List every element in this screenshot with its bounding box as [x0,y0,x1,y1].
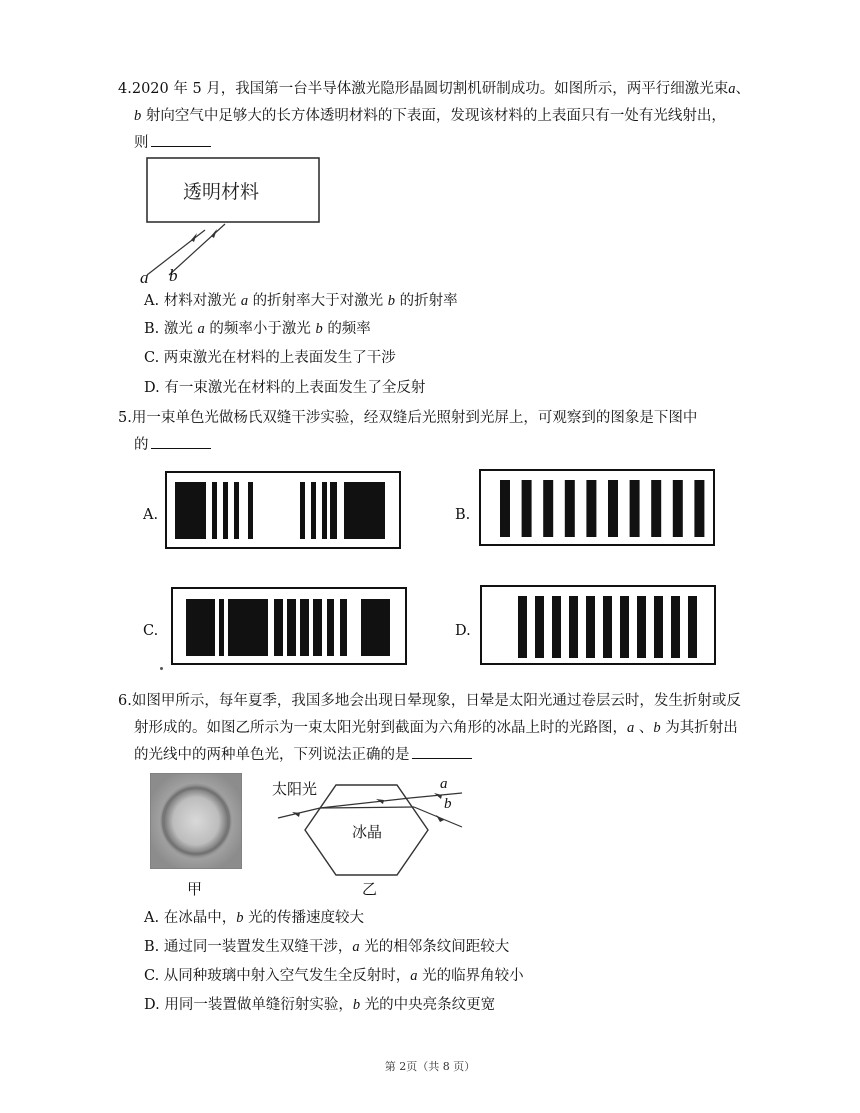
q4-box-label: 透明材料 [183,181,260,203]
fringe-bar [518,596,527,658]
q6-opt-a-pre: A. 在冰晶中， [144,910,237,926]
q4-line1-text: 2020 年 5 月，我国第一台半导体激光隐形晶圆切割机研制成功。如图所示，两平行细激光束 [131,81,729,97]
q4-var-b: b [134,108,142,124]
fringe-bar [637,596,646,658]
fig-ray-a-label: a [440,776,448,792]
sunlight-label: 太阳光 [272,780,318,798]
q6-option-d[interactable] [144,992,495,1019]
q4-figure [135,152,335,290]
q6-option-a[interactable] [144,905,364,932]
q5-option-c-label[interactable]: C. [143,623,159,639]
q5-option-a-label[interactable]: A. [143,507,159,523]
q4-line1 [118,76,750,103]
q6-line2-post: 为其折射出 [665,720,738,736]
fringe-bar [694,480,704,537]
q6-opt-b-var: a [352,939,360,955]
fringe-bar [630,480,640,537]
fringe-bar [671,596,680,658]
q5-line1 [118,405,697,432]
q6-opt-d-post: 光的中央亮条纹更宽 [364,997,496,1013]
q5-option-d-label[interactable]: D. [455,623,471,639]
q6-line1-text: 如图甲所示，每年夏季，我国多地会出现日晕现象，日晕是太阳光通过卷层云时，发生折射或反 [131,693,741,709]
fringe-bar [688,596,697,658]
halo-photo [150,773,242,869]
q6-opt-b-pre: B. 通过同一装置发生双缝干涉， [144,939,353,955]
crystal-label: 冰晶 [352,823,383,841]
fringe-pattern-d[interactable] [479,583,719,669]
q4-ray-a-label: a [140,268,149,287]
q4-option-b[interactable] [144,316,371,343]
print-speck [160,667,163,670]
q4-opt-a-v2: b [387,293,396,309]
q6-option-b[interactable] [144,934,509,961]
fringe-pattern-b[interactable] [478,464,718,548]
q4-opt-d-text: D. 有一束激光在材料的上表面发生了全反射 [144,380,426,396]
fringe-bar [620,596,629,658]
q4-ray-b-label: b [169,266,178,285]
fringe-bar [673,480,683,537]
q4-opt-b-mid: 的频率小于激光 [209,321,311,337]
fringe-bar [586,480,596,537]
fig-label-jia: 甲 [187,880,203,898]
q4-answer-blank[interactable] [151,132,211,147]
q6-line2-var-a: a [627,720,635,736]
q4-opt-a-mid: 的折射率大于对激光 [252,293,384,309]
q6-opt-a-post: 光的传播速度较大 [248,910,365,926]
q4-opt-a-pre: A. 材料对激光 [144,293,237,309]
q4-option-c[interactable] [144,345,396,372]
fig-ray-b-label: b [444,796,452,812]
q4-opt-a-v1: a [240,293,249,309]
q6-opt-d-var: b [352,997,361,1013]
fringe-bar [586,596,595,658]
fringe-bar [552,596,561,658]
q4-opt-b-v1: a [197,321,205,337]
q6-opt-b-post: 光的相邻条纹间距较大 [364,939,510,955]
q4-opt-c-text: C. 两束激光在材料的上表面发生了干涉 [144,350,396,366]
q4-var-a: a [728,81,736,97]
fringe-bar [500,480,510,537]
q4-line3-text: 则 [134,135,149,151]
q4-opt-b-pre: B. 激光 [144,321,193,337]
fringe-pattern-c[interactable] [170,586,410,668]
q4-opt-a-post: 的折射率 [399,293,458,309]
q6-opt-c-pre: C. 从同种玻璃中射入空气发生全反射时， [144,968,411,984]
page-footer: 第 2页（共 8 页） [384,1060,476,1073]
q6-opt-c-post: 光的临界角较小 [422,968,524,984]
fringe-bar [543,480,553,537]
q6-number: 6. [118,693,132,709]
fringe-bar [569,596,578,658]
q6-line2-sep: 、 [638,720,654,736]
q5-answer-blank[interactable] [151,434,211,449]
q4-option-a[interactable] [144,288,458,315]
q6-line2 [134,715,738,742]
q5-line1-text: 用一束单色光做杨氏双缝干涉实验，经双缝后光照射到光屏上，可观察到的图象是下图中 [131,410,698,426]
q6-line1 [118,688,741,715]
q4-opt-b-post: 的频率 [327,321,371,337]
fringe-bar [651,480,661,537]
q6-line2-pre: 射形成的。如图乙所示为一束太阳光射到截面为六角形的冰晶上时的光路图， [134,720,627,736]
fringe-bar [654,596,663,658]
q4-line2 [134,103,726,130]
q4-option-d[interactable] [144,375,425,402]
q4-line1-sep: 、 [735,81,751,97]
fringe-bar [608,480,618,537]
fig-label-yi: 乙 [362,880,378,898]
q4-line2-text: 射向空气中足够大的长方体透明材料的下表面，发现该材料的上表面只有一处有光线射出， [145,108,726,124]
q5-line2 [134,432,211,459]
q6-line2-var-b: b [653,720,661,736]
fringe-bar [522,480,532,537]
q6-opt-a-var: b [236,910,244,926]
fringe-bar [565,480,575,537]
q5-line2-text: 的 [134,437,149,453]
q4-number: 4. [118,81,132,97]
q5-number: 5. [118,410,132,426]
q6-option-c[interactable] [144,963,524,990]
fringe-pattern-a[interactable] [164,470,404,552]
q4-opt-b-v2: b [315,321,323,337]
q5-option-b-label[interactable]: B. [455,507,471,523]
q6-opt-c-var: a [410,968,418,984]
q6-line3 [134,742,472,769]
fringe-bar [535,596,544,658]
q6-answer-blank[interactable] [412,744,472,759]
fringe-bar [603,596,612,658]
q6-line3-text: 的光线中的两种单色光，下列说法正确的是 [134,747,410,763]
q6-opt-d-pre: D. 用同一装置做单缝衍射实验， [144,997,353,1013]
